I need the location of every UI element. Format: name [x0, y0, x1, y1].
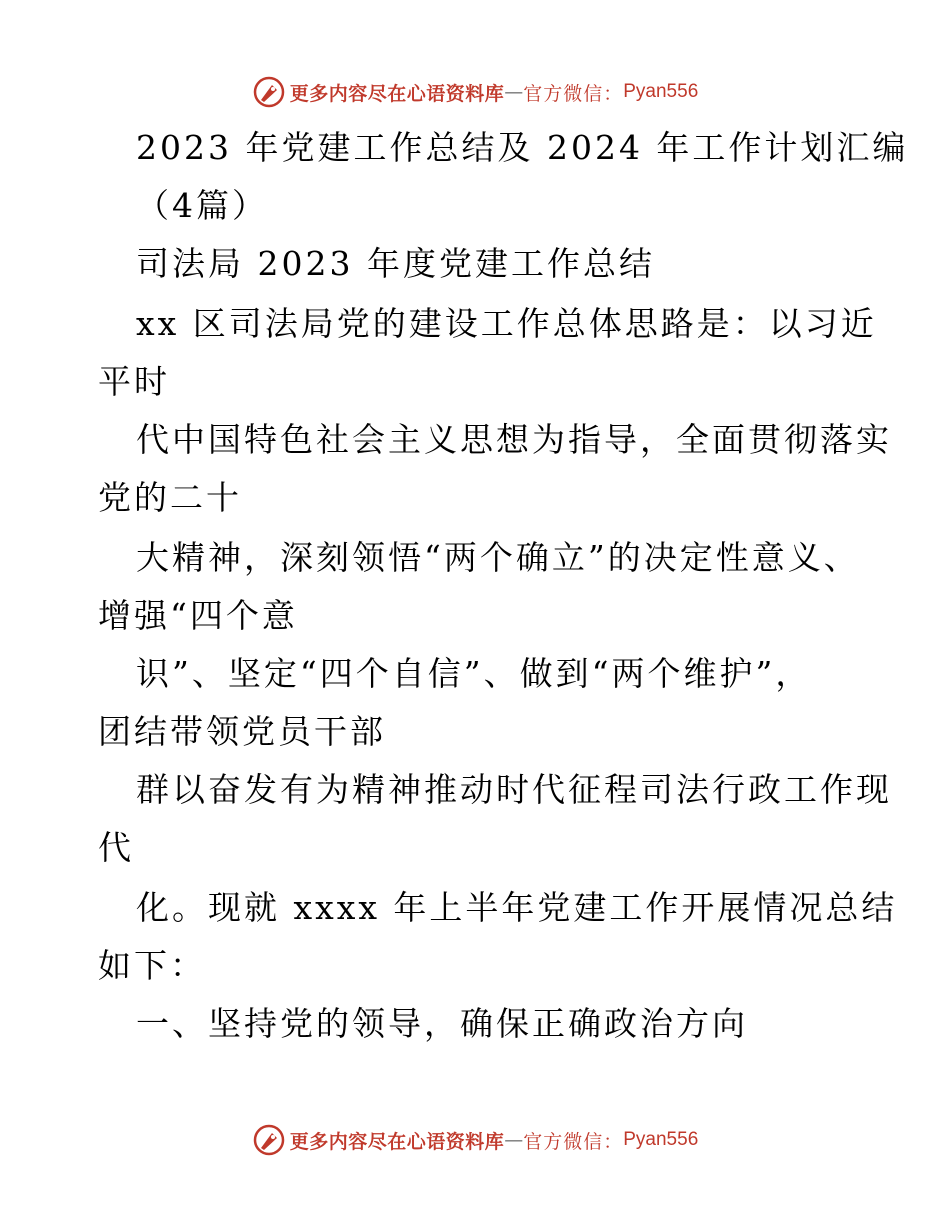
watermark-lead-text: 更多内容尽在心语资料库	[289, 1130, 505, 1153]
paragraph-line: 代	[98, 828, 134, 867]
pen-nib-logo-icon	[252, 1123, 286, 1157]
paragraph-line: 识”、坚定“四个自信”、做到“两个维护”，	[136, 654, 812, 693]
paragraph-line: 团结带领党员干部	[98, 712, 386, 751]
paragraph-line: 党的二十	[98, 478, 242, 517]
paragraph-line: 化。现就 xxxx 年上半年党建工作开展情况总结	[136, 888, 898, 927]
watermark-account: Pyan556	[623, 1129, 699, 1150]
section-heading: 一、坚持党的领导，确保正确政治方向	[136, 1004, 748, 1043]
paragraph-line: 大精神，深刻领悟“两个确立”的决定性意义、	[136, 538, 860, 577]
document-title-line-2: （4篇）	[136, 186, 268, 225]
paragraph-line: 增强“四个意	[98, 596, 298, 635]
watermark-banner-bottom	[0, 1120, 950, 1160]
pen-nib-logo-icon	[252, 75, 286, 109]
document-subtitle: 司法局 2023 年度党建工作总结	[136, 244, 655, 283]
paragraph-line: xx 区司法局党的建设工作总体思路是：以习近	[136, 304, 877, 343]
paragraph-line: 平时	[98, 362, 170, 401]
document-title-line-1: 2023 年党建工作总结及 2024 年工作计划汇编	[136, 128, 909, 167]
watermark-dash: —	[504, 81, 524, 103]
watermark-tail-text: 官方微信：	[523, 1130, 624, 1153]
watermark-tail-text: 官方微信：	[523, 82, 624, 105]
watermark-dash: —	[504, 1129, 524, 1151]
paragraph-line: 群以奋发有为精神推动时代征程司法行政工作现	[136, 770, 892, 809]
watermark-lead-text: 更多内容尽在心语资料库	[289, 82, 505, 105]
paragraph-line: 代中国特色社会主义思想为指导，全面贯彻落实	[136, 420, 892, 459]
watermark-account: Pyan556	[623, 81, 699, 102]
paragraph-line: 如下：	[98, 946, 206, 985]
watermark-banner-top	[0, 72, 950, 112]
